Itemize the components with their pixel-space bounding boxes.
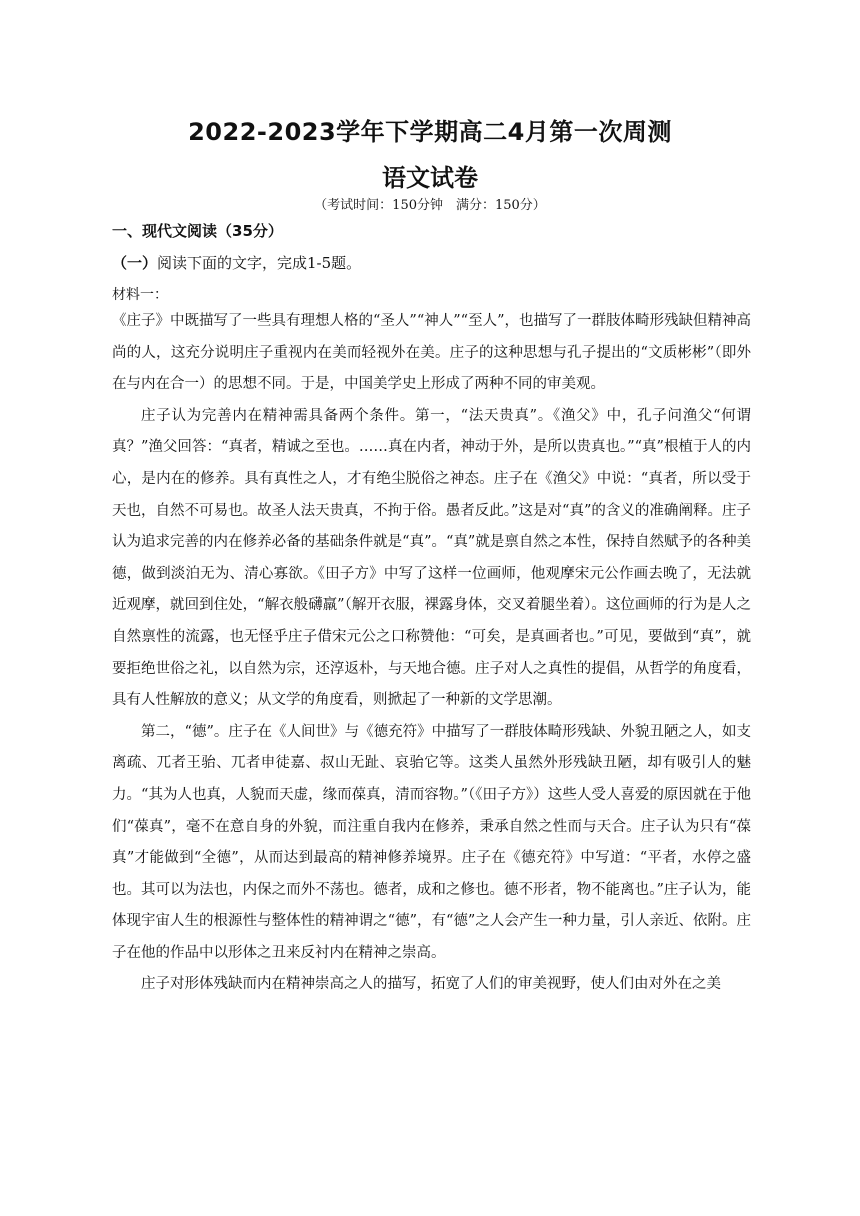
passage-body [112, 306, 751, 1001]
material-label: 材料一： [112, 287, 168, 303]
exam-title: 2022-2023学年下学期高二4月第一次周测 [188, 118, 672, 146]
section-heading: 一、现代文阅读（35分） [112, 222, 283, 240]
paragraph-3: 第二，“德”。庄子在《人间世》与《德充符》中描写了一群肢体畸形残缺、外貌丑陋之人，如支离疏、兀者王骀、兀者申徒嘉、叔山无趾、哀骀它等。这类人虽然外形残缺丑陋，却有吸引人的魅力。“其为人也真，人貌而天虚，缘而葆真，清而容物。”（《田子方》）这些人受人喜爱的原因就在于他们“葆真”，毫不在意自身的外貌，而注重自我内在修养，秉承自然之性而与天合。庄子认为只有“葆真”才能做到“全德”，从而达到最高的精神修养境界。庄子在《德充符》中写道：“平者，水停之盛也。其可以为法也，内保之而外不荡也。德者，成和之修也。德不形者，物不能离也。”庄子认为，能体现宇宙人生的根源性与整体性的精神谓之“德”，有“德”之人会产生一种力量，引人亲近、依附。庄子在他的作品中以形体之丑来反衬内在精神之崇高。 [112, 723, 751, 961]
part-label: （一） [112, 254, 158, 272]
instruction-text: 阅读下面的文字，完成1-5题。 [157, 254, 362, 272]
exam-info: （考试时间：150分钟 满分：150分） [314, 198, 546, 213]
paragraph-1: 《庄子》中既描写了一些具有理想人格的“圣人”“神人”“至人”，也描写了一群肢体畸形残缺但精神高尚的人，这充分说明庄子重视内在美而轻视外在美。庄子的这种思想与孔子提出的“文质彬彬”（即外在与内在合一）的思想不同。于是，中国美学史上形成了两种不同的审美观。 [112, 313, 751, 393]
paragraph-2: 庄子认为完善内在精神需具备两个条件。第一，“法天贵真”。《渔父》中，孔子问渔父“何谓真？”渔父回答：“真者，精诚之至也。……真在内者，神动于外，是所以贵真也。”“真”根植于人的内心，是内在的修养。具有真性之人，才有绝尘脱俗之神态。庄子在《渔父》中说：“真者，所以受于天也，自然不可易也。故圣人法天贵真，不拘于俗。愚者反此。”这是对“真”的含义的准确阐释。庄子认为追求完善的内在修养必备的基础条件就是“真”。“真”就是禀自然之本性，保持自然赋予的各种美德，做到淡泊无为、清心寡欲。《田子方》中写了这样一位画师，他观摩宋元公作画去晚了，无法就近观摩，就回到住处，“解衣般礴羸”（解开衣服，裸露身体，交叉着腿坐着）。这位画师的行为是人之自然禀性的流露，也无怪乎庄子借宋元公之口称赞他：“可矣，是真画者也。”可见，要做到“真”，就要拒绝世俗之礼，以自然为宗，还淳返朴，与天地合德。庄子对人之真性的提倡，从哲学的角度看，具有人性解放的意义；从文学的角度看，则掀起了一种新的文学思潮。 [112, 407, 751, 709]
reading-instruction [112, 252, 361, 273]
exam-subtitle: 语文试卷 [382, 164, 478, 192]
paragraph-4: 庄子对形体残缺而内在精神崇高之人的描写，拓宽了人们的审美视野，使人们由对外在之美 [141, 976, 721, 993]
